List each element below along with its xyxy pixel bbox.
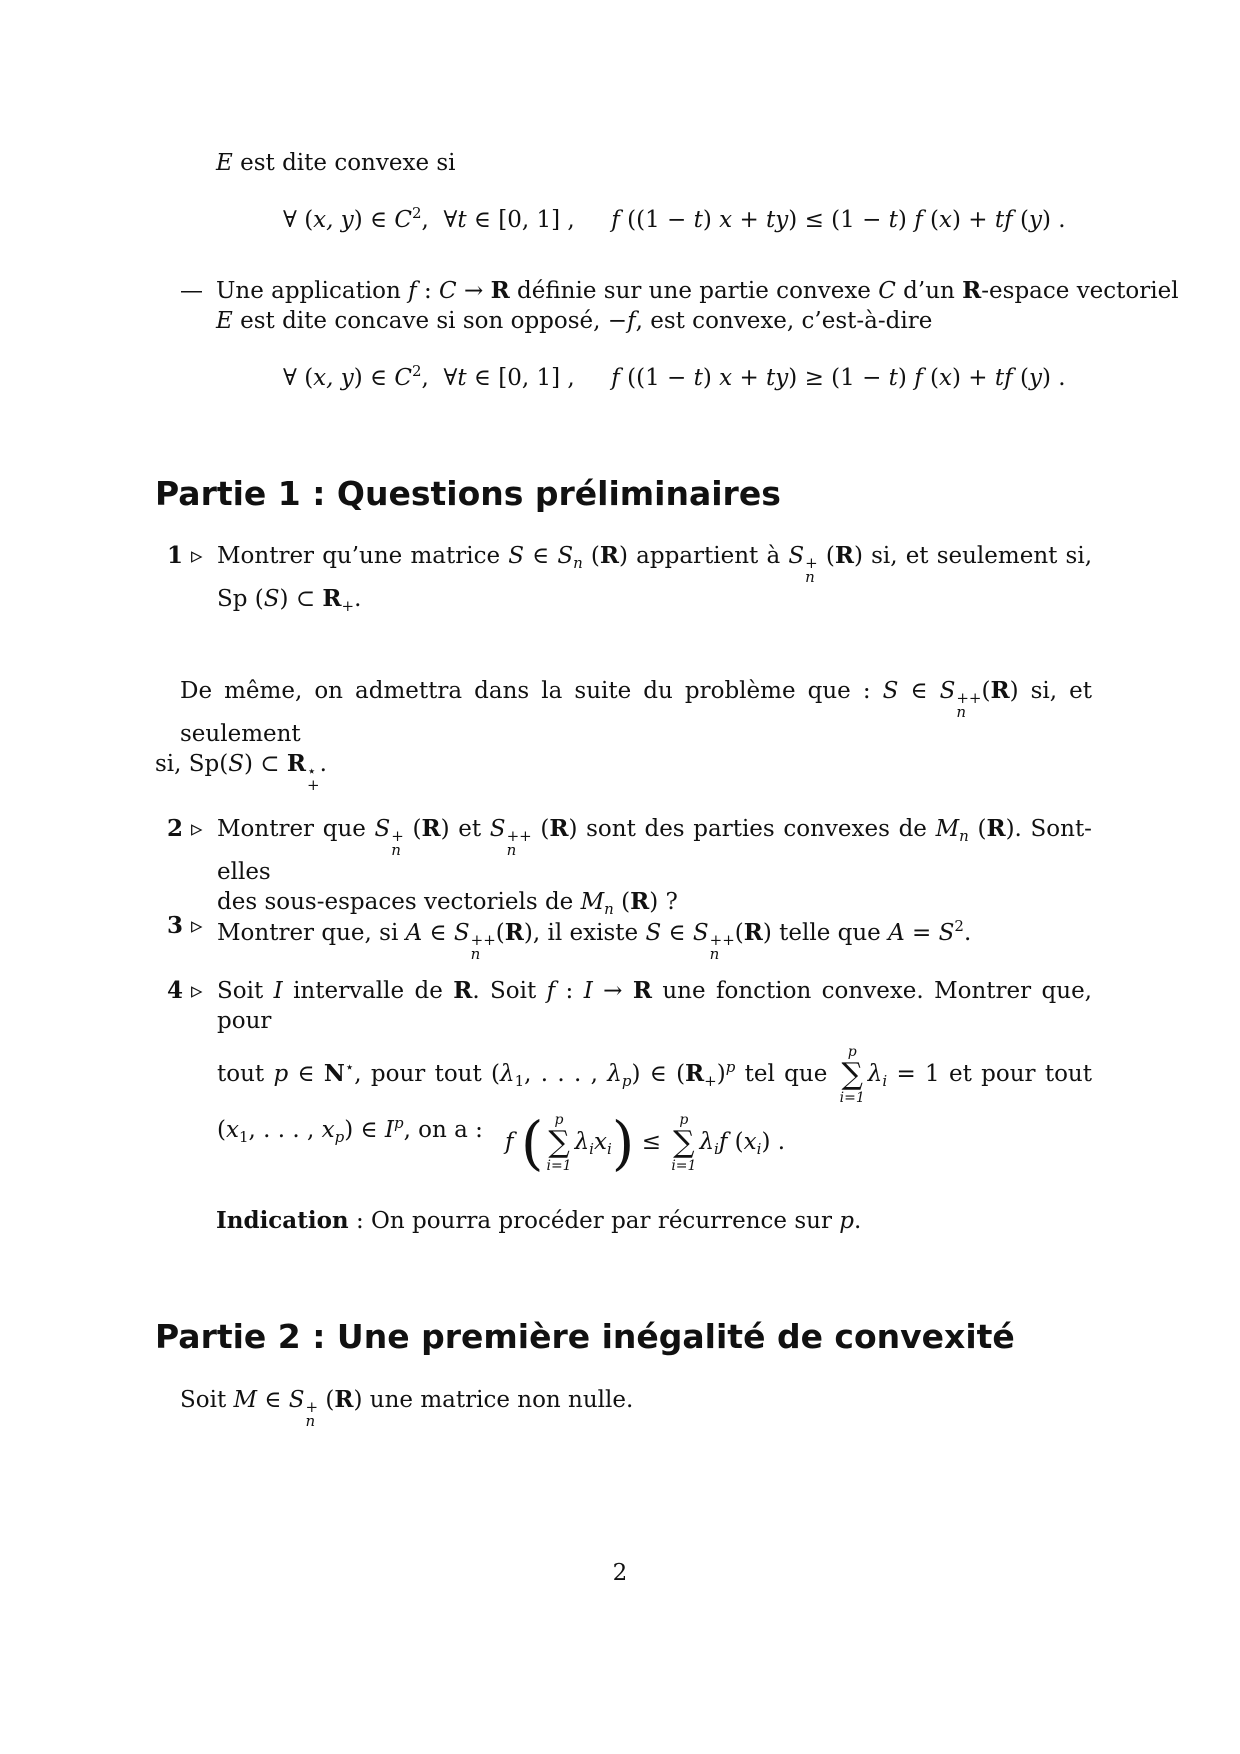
part2-intro: Soit M ∈ S + n (R) une matrice non nulle. — [180, 1386, 634, 1430]
question-2: 2 ▹ Montrer que S + n (R) et S ++ n (R) sont des parties convexes de $M_n$ (R). Sont-elles des sous-espaces vectoriels de $M_n$ (R) ? — [167, 815, 1092, 918]
concave-definition: Une application f : C → R définie sur une partie convexe C d’un R-espace vectoriel E est dite concave si son opposé, −f, est convexe, c’est-à-dire — [216, 277, 1179, 334]
formula-concave: ∀ (x, y) ∈ $C^2$, ∀t ∈ [0, 1] , f ((1 − t) x + ty) ≥ (1 − t) f (x) + tf (y) . — [283, 362, 1066, 391]
question-4: 4 ▹ Soit I intervalle de R. Soit f : I → R une fonction convexe. Montrer que, pour tout p ∈ N⋆, pour tout ($\lambda_1$, . . . , $\lambda_p$) ∈ $(R_+)^p$ tel que p ∑ i=1 $\lambda_i = 1$ et pour tout ($x_1$, . . . , $x_p$) ∈ $I^p$, on a : — [167, 977, 1092, 1146]
intro-line: E est dite convexe si — [216, 150, 456, 176]
part1-title: Partie 1 : Questions préliminaires — [155, 474, 781, 513]
question-1: 1 ▹ Montrer qu’une matrice S ∈ $S_n$ (R) appartient à S + n (R) si, et seulement si, Sp (S) ⊂ $R_+$. — [167, 542, 1093, 615]
question-3: 3 ▹ Montrer que, si A ∈ S ++ n (R), il existe S ∈ S ++ n (R) telle que $A = S^2$. — [167, 912, 972, 963]
jensen-formula: f ( p ∑ i=1 $\lambda_ix_i$) ≤ p ∑ i=1 $\lambda_if$ $(x_i)$ . — [505, 1109, 786, 1177]
hint-label: Indication — [216, 1207, 349, 1234]
hint: Indication : On pourra procéder par récurrence sur p. — [216, 1207, 862, 1234]
page-number: 2 — [612, 1560, 628, 1586]
formula-convex: ∀ (x, y) ∈ $C^2$, ∀t ∈ [0, 1] , f ((1 − t) x + ty) ≤ (1 − t) f (x) + tf (y) . — [283, 204, 1066, 233]
part2-title: Partie 2 : Une première inégalité de convexité — [155, 1317, 1015, 1356]
bullet-dash: — — [180, 278, 203, 304]
admit-paragraph: De même, on admettra dans la suite du problème que : S ∈ S ++ n (R) si, et seulement si, Sp(S) ⊂ R ⋆ + . — [155, 677, 1092, 794]
